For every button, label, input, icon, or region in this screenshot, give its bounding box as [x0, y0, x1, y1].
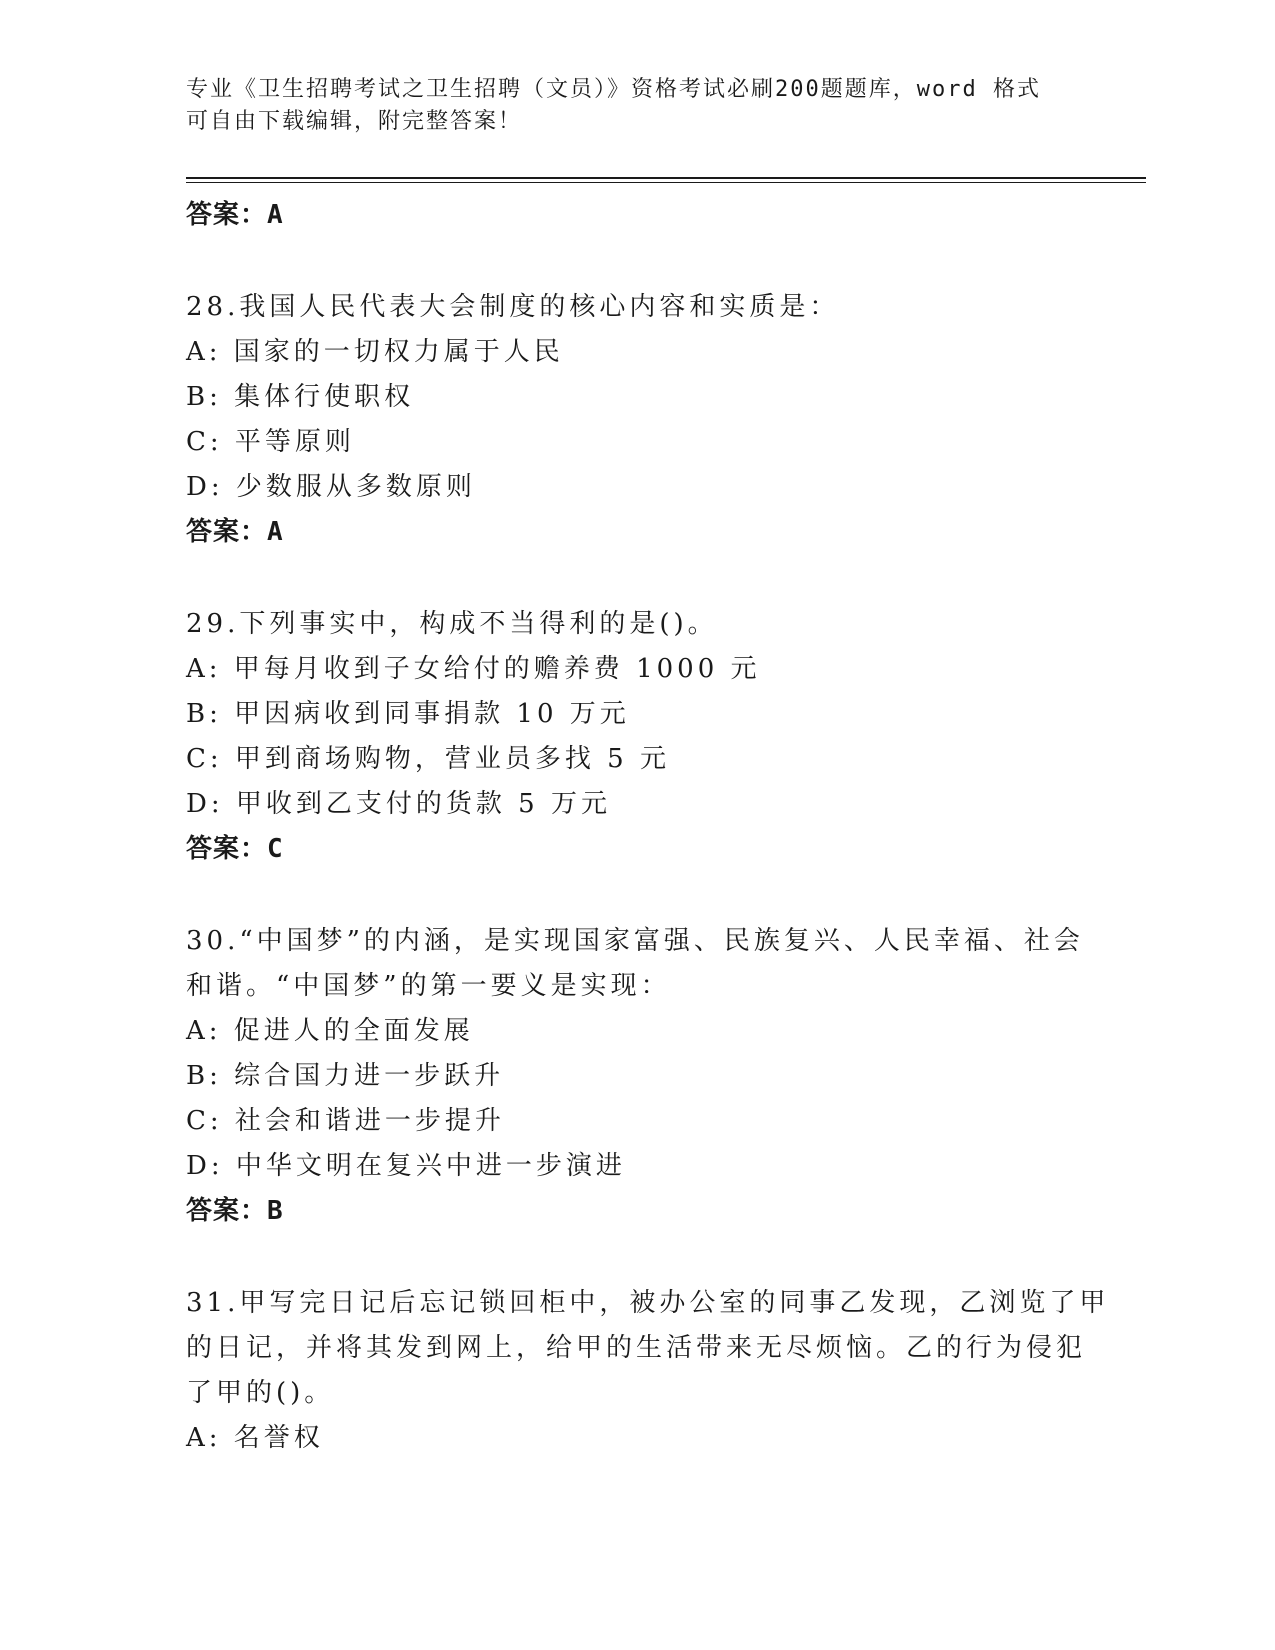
- question-text: 30.“中国梦”的内涵，是实现国家富强、民族复兴、人民幸福、社会: [186, 926, 1084, 956]
- option-d: D: 甲收到乙支付的货款 5 万元: [186, 789, 611, 819]
- option-b: B: 甲因病收到同事捐款 10 万元: [186, 699, 630, 729]
- question-text-cont: 和谐。“中国梦”的第一要义是实现：: [186, 971, 671, 1001]
- question-block: [186, 285, 1086, 555]
- question-block: [186, 602, 1086, 872]
- question-text-cont: 了甲的()。: [186, 1378, 335, 1408]
- option-c: C: 甲到商场购物，营业员多找 5 元: [186, 744, 670, 774]
- option-b: B: 集体行使职权: [186, 382, 415, 412]
- spacer: [186, 555, 1086, 602]
- option-d: D: 中华文明在复兴中进一步演进: [186, 1151, 626, 1181]
- question-list: [186, 193, 1110, 1461]
- answer-line: 答案：B: [186, 1196, 284, 1226]
- question-text: 29.下列事实中，构成不当得利的是()。: [186, 609, 718, 639]
- option-a: A: 促进人的全面发展: [186, 1016, 474, 1046]
- header-line-2: 可自由下载编辑，附完整答案！: [186, 109, 523, 134]
- header-rule-thick: [186, 177, 1146, 179]
- option-c: C: 平等原则: [186, 427, 355, 457]
- question-block: [186, 1281, 1110, 1461]
- answer-line: 答案：C: [186, 834, 284, 864]
- question-text-cont: 的日记，并将其发到网上，给甲的生活带来无尽烦恼。乙的行为侵犯: [186, 1333, 1087, 1363]
- answer-line: 答案：A: [186, 200, 284, 230]
- option-a: A: 国家的一切权力属于人民: [186, 337, 564, 367]
- header-line-1: 专业《卫生招聘考试之卫生招聘（文员）》资格考试必刷200题题库，word 格式: [186, 77, 1041, 102]
- spacer: [186, 1234, 1086, 1281]
- question-text: 28.我国人民代表大会制度的核心内容和实质是：: [186, 292, 840, 322]
- option-a: A: 名誉权: [186, 1423, 324, 1453]
- spacer: [186, 872, 1086, 919]
- document-header: [186, 74, 1066, 138]
- spacer: [186, 238, 1086, 285]
- option-b: B: 综合国力进一步跃升: [186, 1061, 505, 1091]
- option-c: C: 社会和谐进一步提升: [186, 1106, 505, 1136]
- option-a: A: 甲每月收到子女给付的赡养费 1000 元: [186, 654, 761, 684]
- question-block: [186, 919, 1086, 1234]
- question-text: 31.甲写完日记后忘记锁回柜中，被办公室的同事乙发现，乙浏览了甲: [186, 1288, 1110, 1318]
- option-d: D: 少数服从多数原则: [186, 472, 476, 502]
- header-rule-thin: [186, 182, 1146, 183]
- answer-line: 答案：A: [186, 517, 284, 547]
